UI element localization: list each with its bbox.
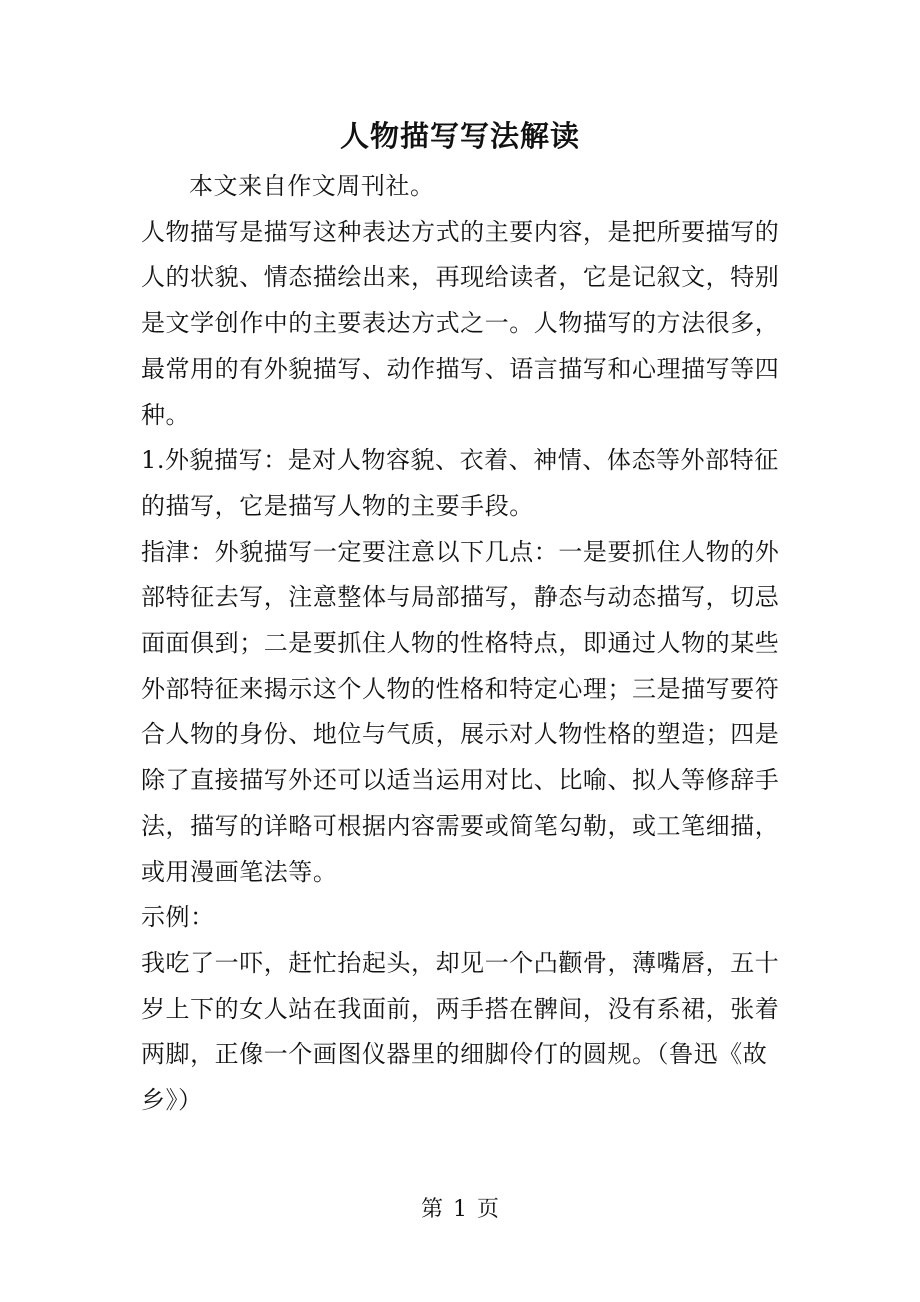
page-footer: [0, 1193, 920, 1227]
page-number: 1: [453, 1197, 467, 1222]
page-label-suffix: 页: [477, 1197, 500, 1222]
page-label-prefix: 第: [420, 1197, 443, 1222]
intro-paragraph: 人物描写是描写这种表达方式的主要内容，是把所要描写的人的状貌、情态描绘出来，再现给读者，它是记叙文，特别是文学创作中的主要表达方式之一。人物描写的方法很多，最常用的有外貌描写、动作描写、语言描写和心理描写等四种。: [141, 217, 780, 429]
document-title: 人物描写写法解读: [339, 119, 580, 153]
appearance-definition-paragraph: 1.外貌描写：是对人物容貌、衣着、神情、体态等外部特征的描写，它是描写人物的主要手段。: [141, 446, 779, 520]
example-paragraph: 我吃了一吓，赶忙抬起头，却见一个凸颧骨，薄嘴唇，五十岁上下的女人站在我面前，两手搭在髀间，没有系裙，张着两脚，正像一个画图仪器里的细脚伶仃的圆规。（鲁迅《故乡》）: [141, 948, 780, 1115]
guidance-paragraph: 指津：外貌描写一定要注意以下几点：一是要抓住人物的外部特征去写，注意整体与局部描写，静态与动态描写，切忌面面俱到；二是要抓住人物的性格特点，即通过人物的某些外部特征来揭示这个人物的性格和特定心理；三是描写要符合人物的身份、地位与气质，展示对人物性格的塑造；四是除了直接描写外还可以适当运用对比、比喻、拟人等修辞手法，描写的详略可根据内容需要或简笔勾勒，或工笔细描，或用漫画笔法等。: [141, 537, 780, 886]
example-heading: 示例：: [141, 903, 215, 932]
document-body: [141, 164, 781, 1124]
source-note-paragraph: 本文来自作文周刊社。: [189, 172, 435, 200]
